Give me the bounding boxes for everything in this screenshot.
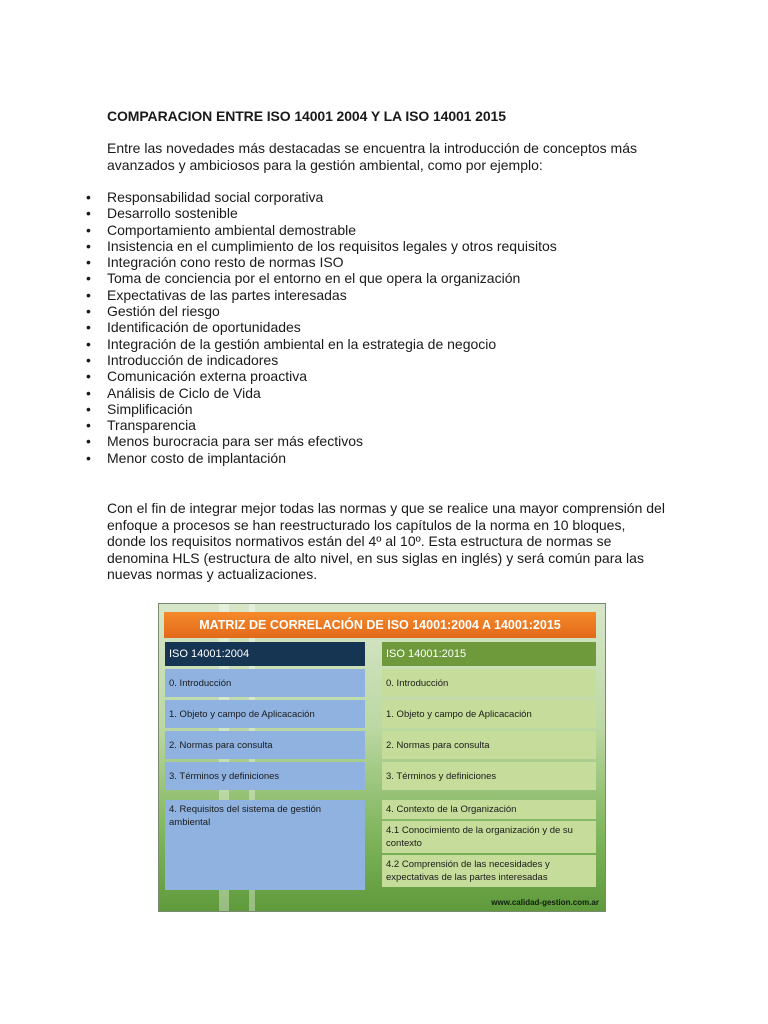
table-cell: 1. Objeto y campo de Aplicacación (165, 700, 365, 728)
table-cell: 4.1 Conocimiento de la organización y de su contexto (382, 821, 596, 853)
list-item: • Simplificación (107, 401, 557, 417)
document-title: COMPARACION ENTRE ISO 14001 2004 Y LA ISO 14001 2015 (107, 108, 506, 124)
table-cell: 3. Términos y definiciones (165, 762, 365, 790)
list-item: • Toma de conciencia por el entorno en el que opera la organización (107, 270, 557, 286)
bullet-list (107, 189, 557, 466)
list-item: • Identificación de oportunidades (107, 319, 557, 335)
figure-title: MATRIZ DE CORRELACIÓN DE ISO 14001:2004 A 14001:2015 (164, 612, 596, 638)
list-item: • Responsabilidad social corporativa (107, 189, 557, 205)
list-item: • Comunicación externa proactiva (107, 368, 557, 384)
list-item: • Introducción de indicadores (107, 352, 557, 368)
table-cell: 4.2 Comprensión de las necesidades y expectativas de las partes interesadas (382, 855, 596, 887)
table-cell: 0. Introducción (165, 669, 365, 697)
list-item: • Gestión del riesgo (107, 303, 557, 319)
list-item: • Menor costo de implantación (107, 450, 557, 466)
context-group (382, 800, 596, 887)
source-url: www.calidad-gestion.com.ar (491, 898, 599, 907)
list-item: • Integración de la gestión ambiental en la estrategia de negocio (107, 336, 557, 352)
table-cell: 2. Normas para consulta (382, 731, 596, 759)
list-item: • Integración cono resto de normas ISO (107, 254, 557, 270)
list-item: • Análisis de Ciclo de Vida (107, 385, 557, 401)
list-item: • Insistencia en el cumplimiento de los requisitos legales y otros requisitos (107, 238, 557, 254)
column-2004 (165, 642, 365, 890)
hls-paragraph: Con el fin de integrar mejor todas las normas y que se realice una mayor comprensión del enfoque a procesos se han reestructurado los capítulos de la norma en 10 bloques, donde los requisitos normativos están del 4º al 10º. Esta estructura de normas se denomina HLS (estructura de alto nivel, en sus siglas en inglés) y será común para las nuevas normas y actualizaciones. (107, 500, 665, 582)
column-header-2015: ISO 14001:2015 (382, 642, 596, 666)
list-item: • Transparencia (107, 417, 557, 433)
list-item: • Desarrollo sostenible (107, 205, 557, 221)
correlation-matrix-figure (158, 603, 606, 912)
column-header-2004: ISO 14001:2004 (165, 642, 365, 666)
intro-paragraph: Entre las novedades más destacadas se encuentra la introducción de conceptos más avanzados y ambiciosos para la gestión ambiental, como por ejemplo: (107, 140, 637, 173)
column-2015 (382, 642, 596, 887)
table-cell: 0. Introducción (382, 669, 596, 697)
table-cell: 4. Requisitos del sistema de gestión ambiental (165, 800, 365, 890)
table-cell: 2. Normas para consulta (165, 731, 365, 759)
list-item: • Comportamiento ambiental demostrable (107, 222, 557, 238)
list-item: • Menos burocracia para ser más efectivos (107, 433, 557, 449)
table-cell: 4. Contexto de la Organización (382, 800, 596, 819)
list-item: • Expectativas de las partes interesadas (107, 287, 557, 303)
table-cell: 1. Objeto y campo de Aplicacación (382, 700, 596, 728)
table-cell: 3. Términos y definiciones (382, 762, 596, 790)
